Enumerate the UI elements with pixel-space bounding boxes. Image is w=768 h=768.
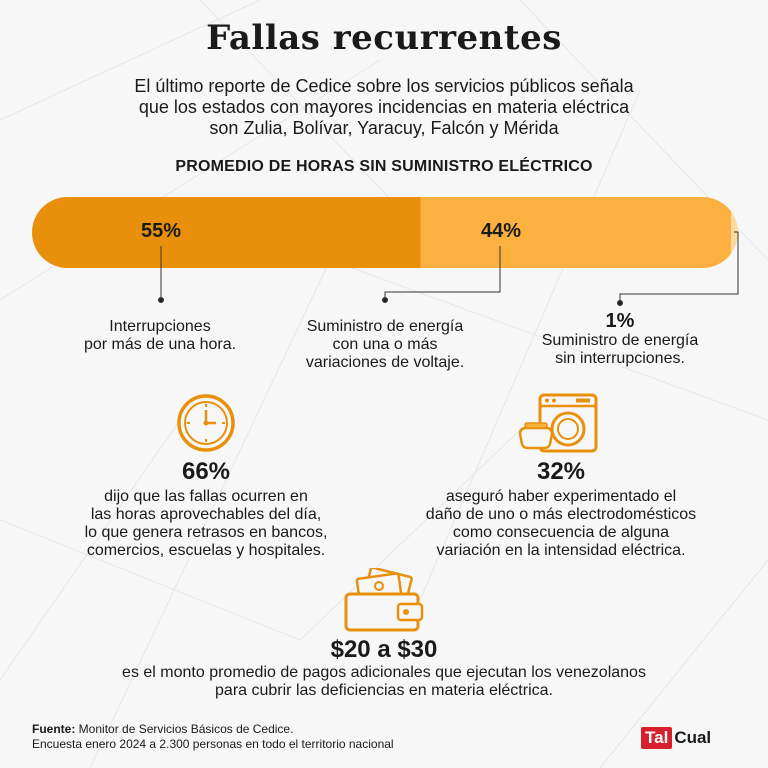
stat-value-money: $20 a $30 xyxy=(330,636,438,663)
segment-desc-interruptions xyxy=(40,318,280,354)
stat-text-clock xyxy=(26,488,386,560)
clock-icon xyxy=(166,393,246,453)
wallet-money-icon xyxy=(340,568,430,634)
segment-label-no-interruptions: 1% xyxy=(605,310,635,332)
survey-note: Encuesta enero 2024 a 2.300 personas en todo el territorio nacional xyxy=(32,737,394,751)
page-title: Fallas recurrentes xyxy=(206,18,562,58)
intro-line: El último reporte de Cedice sobre los servicios públicos señala xyxy=(134,76,634,96)
chart-title: PROMEDIO DE HORAS SIN SUMINISTRO ELÉCTRICO xyxy=(175,158,593,175)
stat-text-money xyxy=(24,664,744,700)
segment-label-voltage-variations: 44% xyxy=(480,220,522,242)
stat-value-washer: 32% xyxy=(536,458,586,485)
stat-value-clock: 66% xyxy=(181,458,231,485)
leader-dot-voltage-variations xyxy=(383,298,388,303)
leader-dot-interruptions xyxy=(159,298,164,303)
bar-segment-interruptions xyxy=(32,197,421,268)
stat-line: variación en la intensidad eléctrica. xyxy=(436,542,686,559)
desc-line: Interrupciones xyxy=(109,318,211,335)
desc-line: por más de una hora. xyxy=(83,336,237,353)
logo-cual: Cual xyxy=(674,728,712,747)
stat-line: como consecuencia de alguna xyxy=(452,524,670,541)
footer-source xyxy=(32,722,394,752)
stat-line: daño de uno o más electrodomésticos xyxy=(425,506,697,523)
intro-line: que los estados con mayores incidencias en materia eléctrica xyxy=(138,97,630,117)
logo-tal: Tal xyxy=(641,727,672,749)
source-label: Fuente: xyxy=(32,722,76,736)
stat-text-washer xyxy=(376,488,746,560)
intro-line: son Zulia, Bolívar, Yaracuy, Falcón y Mérida xyxy=(209,118,559,138)
desc-line: variaciones de voltaje. xyxy=(305,354,465,371)
leader-dot-no-interruptions xyxy=(618,301,623,306)
desc-line: sin interrupciones. xyxy=(555,350,685,367)
talcual-logo xyxy=(641,728,711,748)
segment-desc-voltage-variations xyxy=(265,318,505,372)
washing-machine-icon xyxy=(516,392,606,454)
stat-line: aseguró haber experimentado el xyxy=(445,488,677,505)
source-text: Monitor de Servicios Básicos de Cedice. xyxy=(75,722,294,736)
desc-line: Suministro de energía xyxy=(306,318,464,335)
stat-line: comercios, escuelas y hospitales. xyxy=(86,542,326,559)
stat-line: es el monto promedio de pagos adicionales que ejecutan los venezolanos xyxy=(122,664,646,681)
desc-line: con una o más xyxy=(332,336,438,353)
stat-line: para cubrir las deficiencias en materia eléctrica. xyxy=(215,682,553,699)
stat-line: lo que genera retrasos en bancos, xyxy=(84,524,328,541)
stat-line: dijo que las fallas ocurren en xyxy=(104,488,308,505)
segment-desc-no-interruptions xyxy=(500,332,740,368)
segment-label-interruptions: 55% xyxy=(140,220,182,242)
desc-line: Suministro de energía xyxy=(541,332,699,349)
stat-line: las horas aprovechables del día, xyxy=(90,506,322,523)
